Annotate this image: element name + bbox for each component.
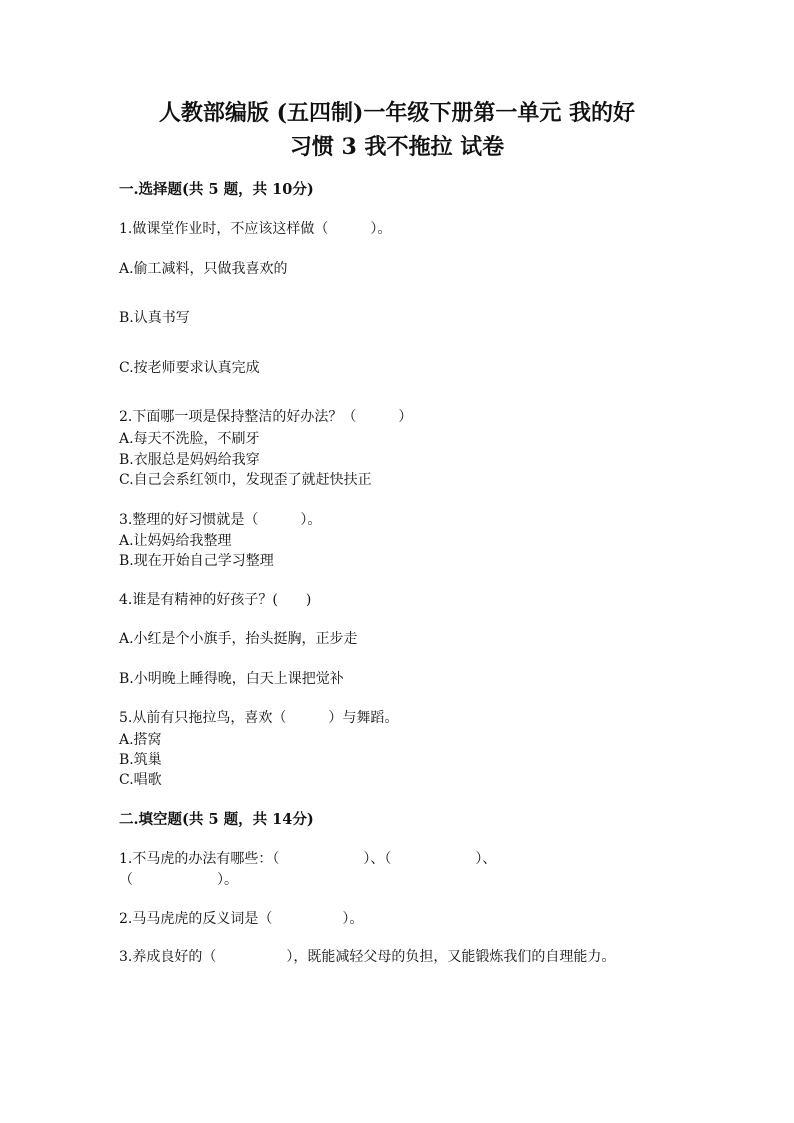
fill-question-1-line-1: 1.不马虎的办法有哪些：（ ）、（ ）、 xyxy=(119,851,497,867)
question-2-stem: 2.下面哪一项是保持整洁的好办法？（ ） xyxy=(119,409,413,425)
question-3-option-b: B.现在开始自己学习整理 xyxy=(119,553,274,569)
page-title-line-2: 习惯 3 我不拖拉 试卷 xyxy=(289,134,505,160)
question-4-option-a: A.小红是个小旗手，抬头挺胸，正步走 xyxy=(119,631,358,647)
question-5-option-a: A.搭窝 xyxy=(119,732,162,748)
page-title-line-1: 人教部编版 (五四制)一年级下册第一单元 我的好 xyxy=(158,100,636,126)
question-2-option-a: A.每天不洗脸，不刷牙 xyxy=(119,431,260,447)
fill-question-3-stem: 3.养成良好的（ ），既能减轻父母的负担，又能锻炼我们的自理能力。 xyxy=(119,949,616,965)
fill-question-2-stem: 2.马马虎虎的反义词是（ ）。 xyxy=(119,911,364,927)
question-4-stem: 4.谁是有精神的好孩子？( ) xyxy=(119,592,312,608)
question-5-option-b: B.筑巢 xyxy=(119,752,162,768)
question-2-option-b: B.衣服总是妈妈给我穿 xyxy=(119,452,260,468)
question-3-stem: 3.整理的好习惯就是（ ）。 xyxy=(119,512,322,528)
question-5-option-c: C.唱歌 xyxy=(119,772,162,788)
fill-question-1-line-2: （ ）。 xyxy=(119,872,238,888)
question-5-stem: 5.从前有只拖拉鸟，喜欢（ ）与舞蹈。 xyxy=(119,710,399,726)
section-heading-choice: 一.选择题(共 5 题，共 10分) xyxy=(119,181,314,198)
question-1-stem: 1.做课堂作业时，不应该这样做（ ）。 xyxy=(119,221,392,237)
question-2-option-c: C.自己会系红领巾，发现歪了就赶快扶正 xyxy=(119,472,372,488)
section-heading-fill-blank: 二.填空题(共 5 题，共 14分) xyxy=(119,811,314,828)
question-3-option-a: A.让妈妈给我整理 xyxy=(119,533,232,549)
question-1-option-c: C.按老师要求认真完成 xyxy=(119,360,260,376)
question-4-option-b: B.小明晚上睡得晚，白天上课把觉补 xyxy=(119,671,344,687)
question-1-option-b: B.认真书写 xyxy=(119,310,190,326)
question-1-option-a: A.偷工减料，只做我喜欢的 xyxy=(119,261,288,277)
